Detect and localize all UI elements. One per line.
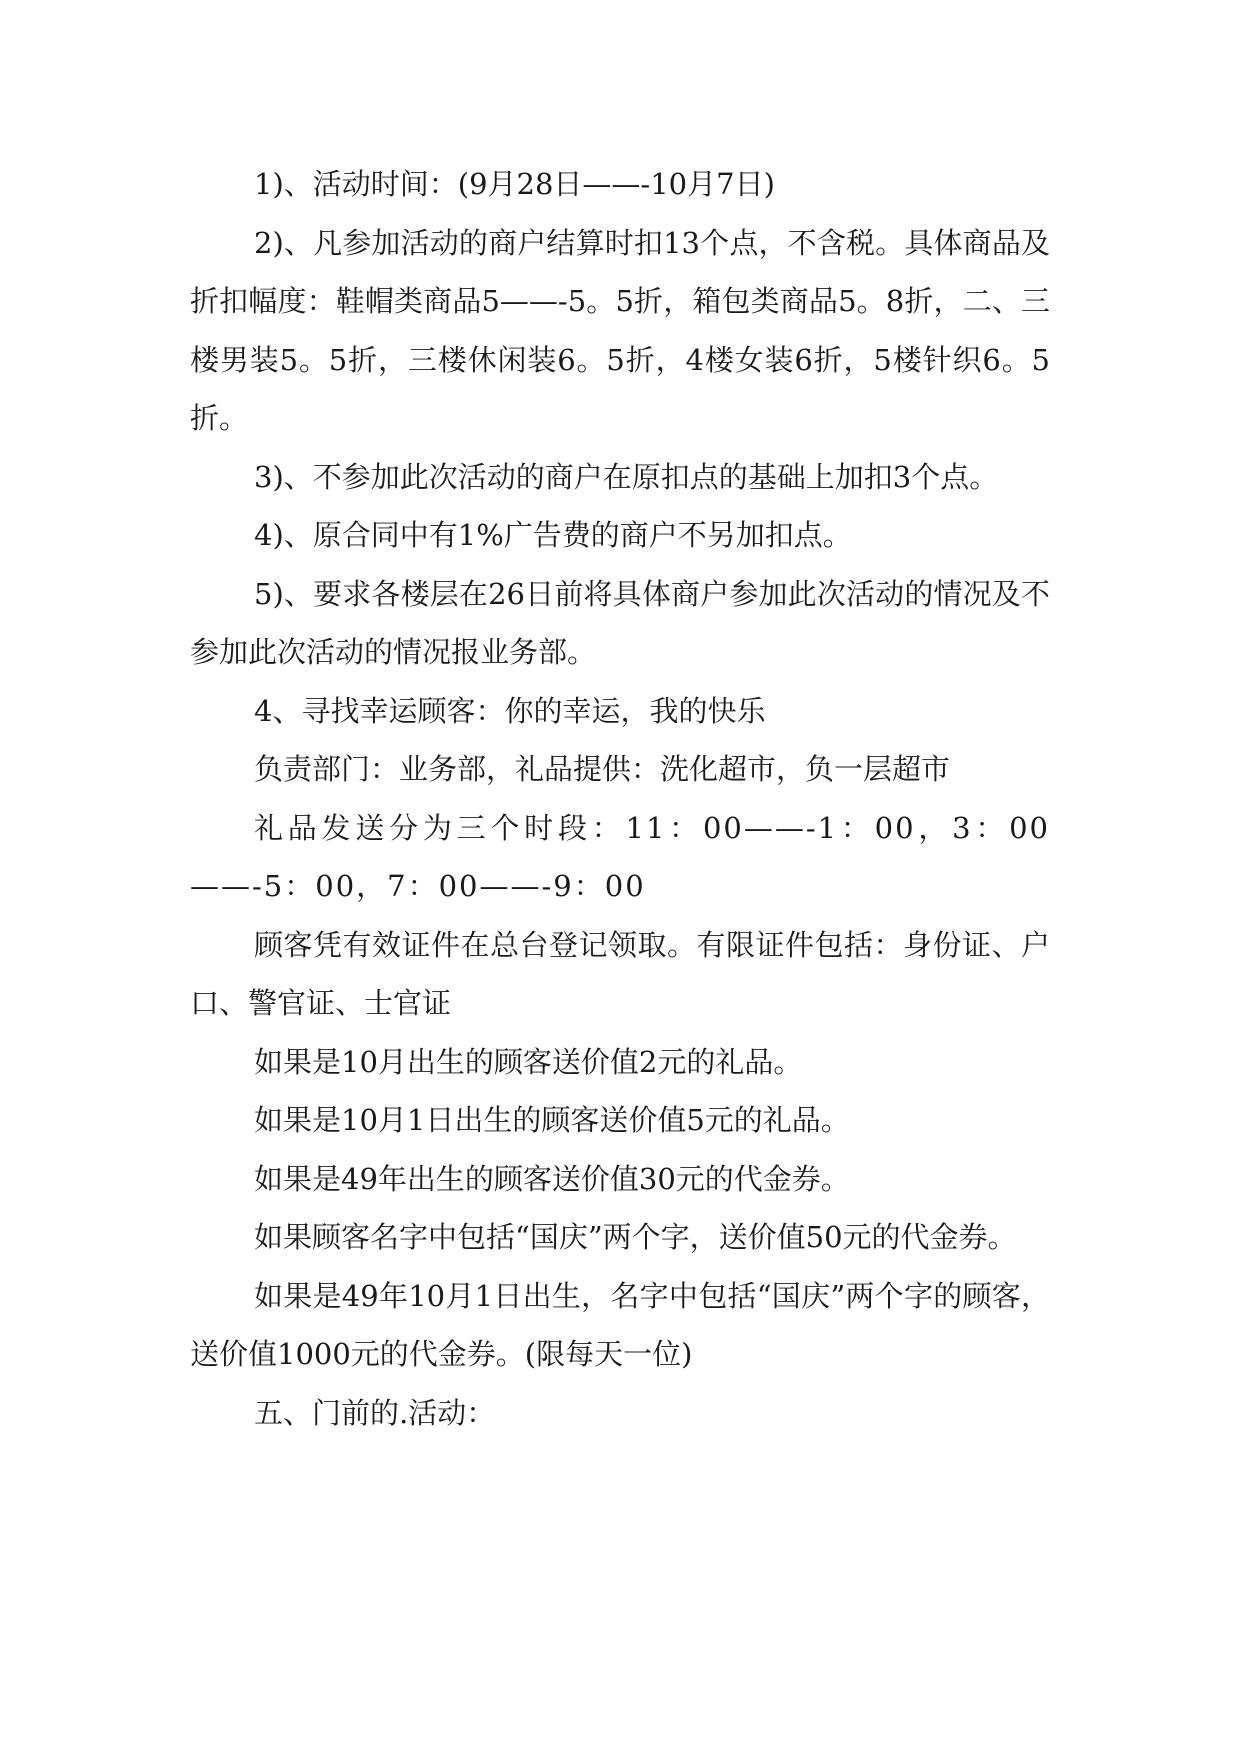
paragraph-section-five: 五、门前的.活动： <box>254 1395 496 1430</box>
paragraph-oct1-birth: 如果是10月1日出生的顾客送价值5元的礼品。 <box>254 1103 850 1137</box>
paragraph-october-birth: 如果是10月出生的顾客送价值2元的礼品。 <box>254 1044 803 1079</box>
paragraph-id-requirement: 顾客凭有效证件在总台登记领取。有限证件包括：身份证、户口、警官证、士官证 <box>190 927 1050 1020</box>
paragraph-non-participants: 3)、不参加此次活动的商户在原扣点的基础上加扣3个点。 <box>254 459 999 494</box>
paragraph-discount-rules: 2)、凡参加活动的商户结算时扣13个点，不含税。具体商品及折扣幅度：鞋帽类商品5——-5。5折，箱包类商品5。8折，二、三楼男装5。5折，三楼休闲装6。5折，4楼女装6折，5楼针织6。5折。 <box>190 225 1050 435</box>
paragraph-49-birth: 如果是49年出生的顾客送价值30元的代金券。 <box>254 1161 850 1196</box>
paragraph-responsible-dept: 负责部门：业务部，礼品提供：洗化超市，负一层超市 <box>254 752 951 786</box>
paragraph-grand-prize: 如果是49年10月1日出生，名字中包括“国庆”两个字的顾客，送价值1000元的代金券。(限每天一位) <box>190 1278 1050 1371</box>
paragraph-lucky-customer-heading: 4、寻找幸运顾客：你的幸运，我的快乐 <box>254 693 766 728</box>
paragraph-activity-time: 1)、活动时间：(9月28日——-10月7日) <box>254 167 775 201</box>
paragraph-gift-timeslots: 礼品发送分为三个时段：11：00——-1：00，3：00——-5：00，7：00——-9：00 <box>190 810 1050 903</box>
document-body <box>190 155 1050 1442</box>
paragraph-floor-report: 5)、要求各楼层在26日前将具体商户参加此次活动的情况及不参加此次活动的情况报业务部。 <box>190 576 1050 669</box>
paragraph-name-guoqing: 如果顾客名字中包括“国庆”两个字，送价值50元的代金券。 <box>254 1220 1017 1254</box>
paragraph-ad-fee: 4)、原合同中有1%广告费的商户不另加扣点。 <box>254 518 852 552</box>
